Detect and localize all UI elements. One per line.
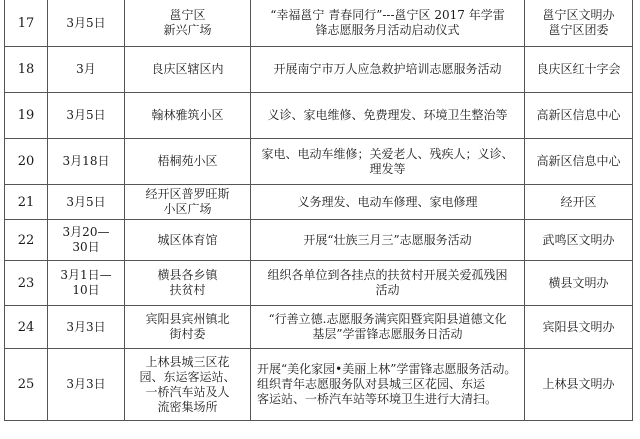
row-date: 3月18日: [48, 139, 125, 185]
row-place: 翰林雅筑小区: [125, 93, 251, 139]
table-row: [5, 47, 633, 93]
row-number: 18: [5, 47, 48, 93]
row-place: 梧桐苑小区: [125, 139, 251, 185]
row-organizer: 武鸣区文明办: [525, 220, 633, 261]
row-place: 上林县城三区花 园、东运客运站、 一桥汽车站及人 流密集场所: [125, 349, 251, 421]
row-content: 义务理发、电动车修理、家电修理: [251, 185, 525, 220]
row-organizer: 宾阳县文明办: [525, 306, 633, 349]
row-organizer: 高新区信息中心: [525, 93, 633, 139]
row-date: 3月5日: [48, 0, 125, 47]
activity-table-body: [5, 0, 633, 421]
row-organizer: 横县文明办: [525, 261, 633, 306]
row-place: 宾阳县宾州镇北 街村委: [125, 306, 251, 349]
table-row: [5, 220, 633, 261]
row-number: 23: [5, 261, 48, 306]
row-number: 20: [5, 139, 48, 185]
table-row: [5, 139, 633, 185]
row-organizer: 经开区: [525, 185, 633, 220]
table-row: [5, 93, 633, 139]
row-content: 开展南宁市万人应急救护培训志愿服务活动: [251, 47, 525, 93]
row-place: 城区体育馆: [125, 220, 251, 261]
table-row: [5, 185, 633, 220]
row-place: 经开区普罗旺斯 小区广场: [125, 185, 251, 220]
row-content: 开展“壮族三月三”志愿服务活动: [251, 220, 525, 261]
row-number: 24: [5, 306, 48, 349]
table-row: [5, 349, 633, 421]
row-content: 组织各单位到各挂点的扶贫村开展关爱孤残困 活动: [251, 261, 525, 306]
row-number: 19: [5, 93, 48, 139]
row-organizer: 上林县文明办: [525, 349, 633, 421]
row-date: 3月3日: [48, 306, 125, 349]
row-number: 25: [5, 349, 48, 421]
row-number: 22: [5, 220, 48, 261]
row-content: “幸福邕宁 青春同行”---邕宁区 2017 年学雷 锋志愿服务月活动启动仪式: [251, 0, 525, 47]
table-row: [5, 261, 633, 306]
row-date: 3月: [48, 47, 125, 93]
row-organizer: 高新区信息中心: [525, 139, 633, 185]
row-organizer: 邕宁区文明办 邕宁区团委: [525, 0, 633, 47]
row-number: 17: [5, 0, 48, 47]
activity-table: [4, 0, 633, 421]
row-organizer: 良庆区红十字会: [525, 47, 633, 93]
row-place: 良庆区辖区内: [125, 47, 251, 93]
row-place: 邕宁区 新兴广场: [125, 0, 251, 47]
row-number: 21: [5, 185, 48, 220]
row-date: 3月5日: [48, 185, 125, 220]
row-content: 开展“美化家园•美丽上林”学雷锋志愿服务活动。 组织青年志愿服务队对县城三区花园、东运 客运站、一桥汽车站等环境卫生进行大清扫。: [251, 349, 525, 421]
row-date: 3月1日— 10日: [48, 261, 125, 306]
row-content: “行善立德.志愿服务满宾阳暨宾阳县道德文化 基层”学雷锋志愿服务日活动: [251, 306, 525, 349]
row-date: 3月3日: [48, 349, 125, 421]
row-content: 义诊、家电维修、免费理发、环境卫生整治等: [251, 93, 525, 139]
row-date: 3月5日: [48, 93, 125, 139]
row-date: 3月20— 30日: [48, 220, 125, 261]
row-place: 横县各乡镇 扶贫村: [125, 261, 251, 306]
row-content: 家电、电动车维修；关爱老人、残疾人；义诊、 理发等: [251, 139, 525, 185]
table-row: [5, 306, 633, 349]
table-row: [5, 0, 633, 47]
